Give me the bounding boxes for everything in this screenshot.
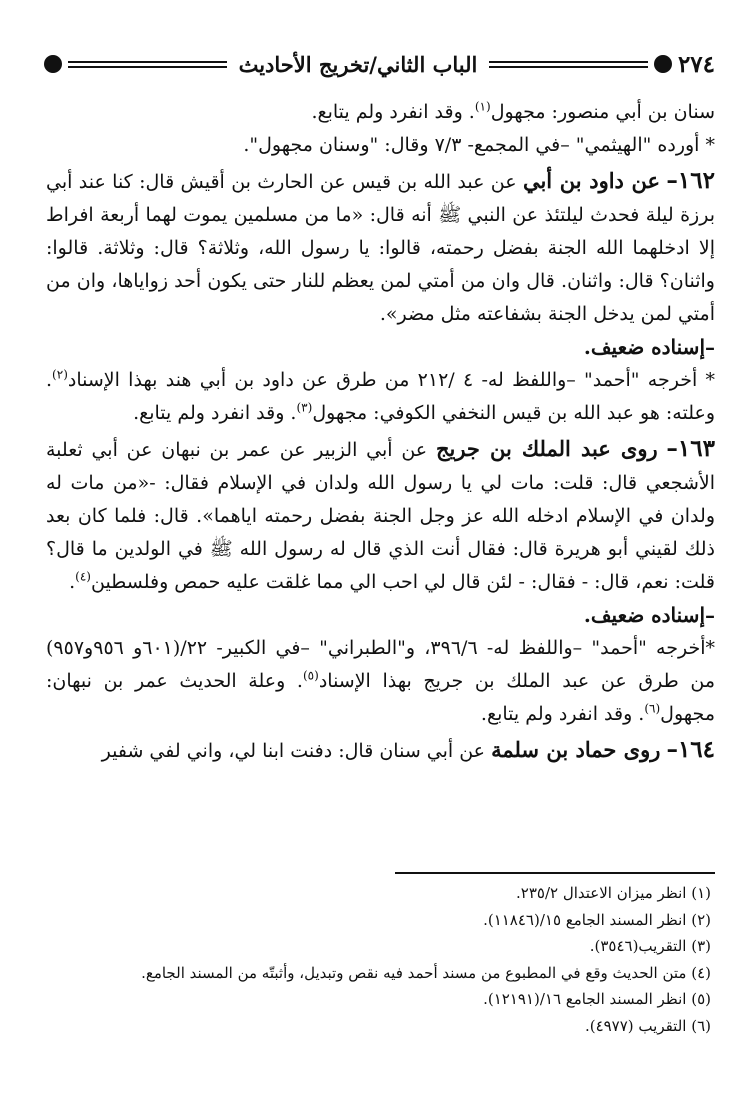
hadith-text-162: عن عبد الله بن قيس عن الحارث بن أقيش قال: كنا عند أبي برزة ليلة فحدث ليلتئذ عن النبي ﷺ أنه قال: «ما من مسلمين يموت لهما أربعة افراط إلا ادخلهما الله الجنة بفضل رحمته، قالوا: يا رسول الله، وثلاثة؟ قال: وثلاثة. قالوا: واثنان؟ قال: واثنان. قال وان من أمتي لمن يعظم للنار حتى يكون أحد زواياها، وان من أمتي لمن يدخل الجنة بشفاعته مثل مضر». xyxy=(46,171,715,325)
paragraph-haythami: * أورده "الهيثمي" –في المجمع- ٧/٣ وقال: "وسنان مجهول". xyxy=(243,134,715,156)
hadith-162 xyxy=(46,164,715,331)
left-ornament-dot xyxy=(44,55,62,73)
takhrij-162: * أخرجه "أحمد" –واللفظ له- ٤ /٢١٢ من طرق عن داود بن أبي هند بهذا الإسناد$^{(٢)}$. وعلته: هو عبد الله بن قيس النخفي الكوفي: مجهول$^{(٣)}$. وقد انفرد ولم يتابع. xyxy=(46,367,715,424)
paragraph-sinan: سنان بن أبي منصور: مجهول$^{(١)}$. وقد انفرد ولم يتابع. xyxy=(311,99,715,123)
page-number: ٢٧٤ xyxy=(677,50,715,78)
narrator-164: روى حماد بن سلمة xyxy=(491,737,661,762)
footnote-ref-4: (٤) xyxy=(75,569,91,584)
running-header xyxy=(44,44,715,84)
right-ornament-dot xyxy=(654,55,672,73)
left-double-rule xyxy=(68,61,227,68)
hadith-164 xyxy=(46,733,715,768)
hadith-163: ١٦٣– روى عبد الملك بن جريج عن أبي الزبير عن عمر بن نبهان عن أبي ثعلبة الأشجعي قال: قلت: مات لي يا رسول الله ولدان في الإسلام فقال: -«من مات له ولدان في الإسلام ادخله الله عز وجل الجنة بفضل رحمته اياهما». قال: فلما كان بعد ذلك لقيني أبو هريرة قال: فقال أنت الذي قال له رسول الله ﷺ في الولدين ما قال؟ قلت: نعم، قال: - فقال: - لئن قال لي احب الي مما غلقت عليه حمص وفلسطين$^{(٤)}$. xyxy=(46,435,715,593)
footnote-ref-1: (١) xyxy=(474,99,491,114)
footnote-ref-5: (٥) xyxy=(302,668,319,683)
footnote-6: (٦) التقريب (٤٩٧٧). xyxy=(584,1016,711,1035)
footnotes xyxy=(46,880,711,1039)
footnote-2: (٢) انظر المسند الجامع ١٥/(١١٨٤٦). xyxy=(483,910,711,929)
footnote-separator xyxy=(395,872,715,874)
takhrij-163: *أخرجه "أحمد" –واللفظ له- ٣٩٦/٦، و"الطبراني" –في الكبير- ٢٢/(٦٠١و ٩٥٦و٩٥٧) من طرق عن عبد الملك بن جريج بهذا الإسناد$^{(٥)}$. وعلة الحديث عمر بن نبهان: مجهول$^{(٦)}$. وقد انفرد ولم يتابع. xyxy=(46,637,715,725)
footnote-3: (٣) التقريب(٣٥٤٦). xyxy=(589,937,711,955)
footnote-ref-3: (٣) xyxy=(296,400,313,415)
hadith-text-163: عن أبي الزبير عن عمر بن نبهان عن أبي ثعلبة الأشجعي قال: قلت: مات لي يا رسول الله ولدان في الإسلام فقال: -«من مات له ولدان في الإسلام ادخله الله عز وجل الجنة بفضل رحمته اياهما». قال: فلما كان بعد ذلك لقيني أبو هريرة قال: فقال أنت الذي قال له رسول الله ﷺ في الولدين ما قال؟ قلت: نعم، قال: - فقال: - لئن قال لي احب الي مما غلقت عليه حمص وفلسطين xyxy=(46,439,715,593)
main-text xyxy=(46,96,715,768)
isnad-grade-163: –إسناده ضعيف. xyxy=(583,603,715,627)
isnad-grade-162: –إسناده ضعيف. xyxy=(583,335,715,359)
narrator-162: عن داود بن أبي xyxy=(522,168,661,193)
hadith-text-164: عن أبي سنان قال: دفنت ابنا لي، واني لفي شفير xyxy=(101,740,486,762)
hadith-number-164: ١٦٤– xyxy=(666,736,715,763)
narrator-163: روى عبد الملك بن جريج xyxy=(435,436,658,461)
hadith-number-163: ١٦٣– xyxy=(666,435,715,462)
footnote-5: (٥) انظر المسند الجامع ١٦/(١٢١٩١). xyxy=(483,990,711,1008)
hadith-number-162: ١٦٢– xyxy=(666,167,715,194)
right-double-rule xyxy=(489,61,648,68)
chapter-title: الباب الثاني/تخريج الأحاديث xyxy=(238,51,478,77)
footnote-ref-2: (٢) xyxy=(52,367,68,382)
footnote-4: (٤) متن الحديث وقع في المطبوع من مسند أحمد فيه نقص وتبديل، وأثبتّه من المسند الجامع. xyxy=(141,963,711,982)
footnote-1: (١) انظر ميزان الاعتدال ٢٣٥/٢. xyxy=(516,884,711,902)
footnote-ref-6: (٦) xyxy=(644,701,661,716)
